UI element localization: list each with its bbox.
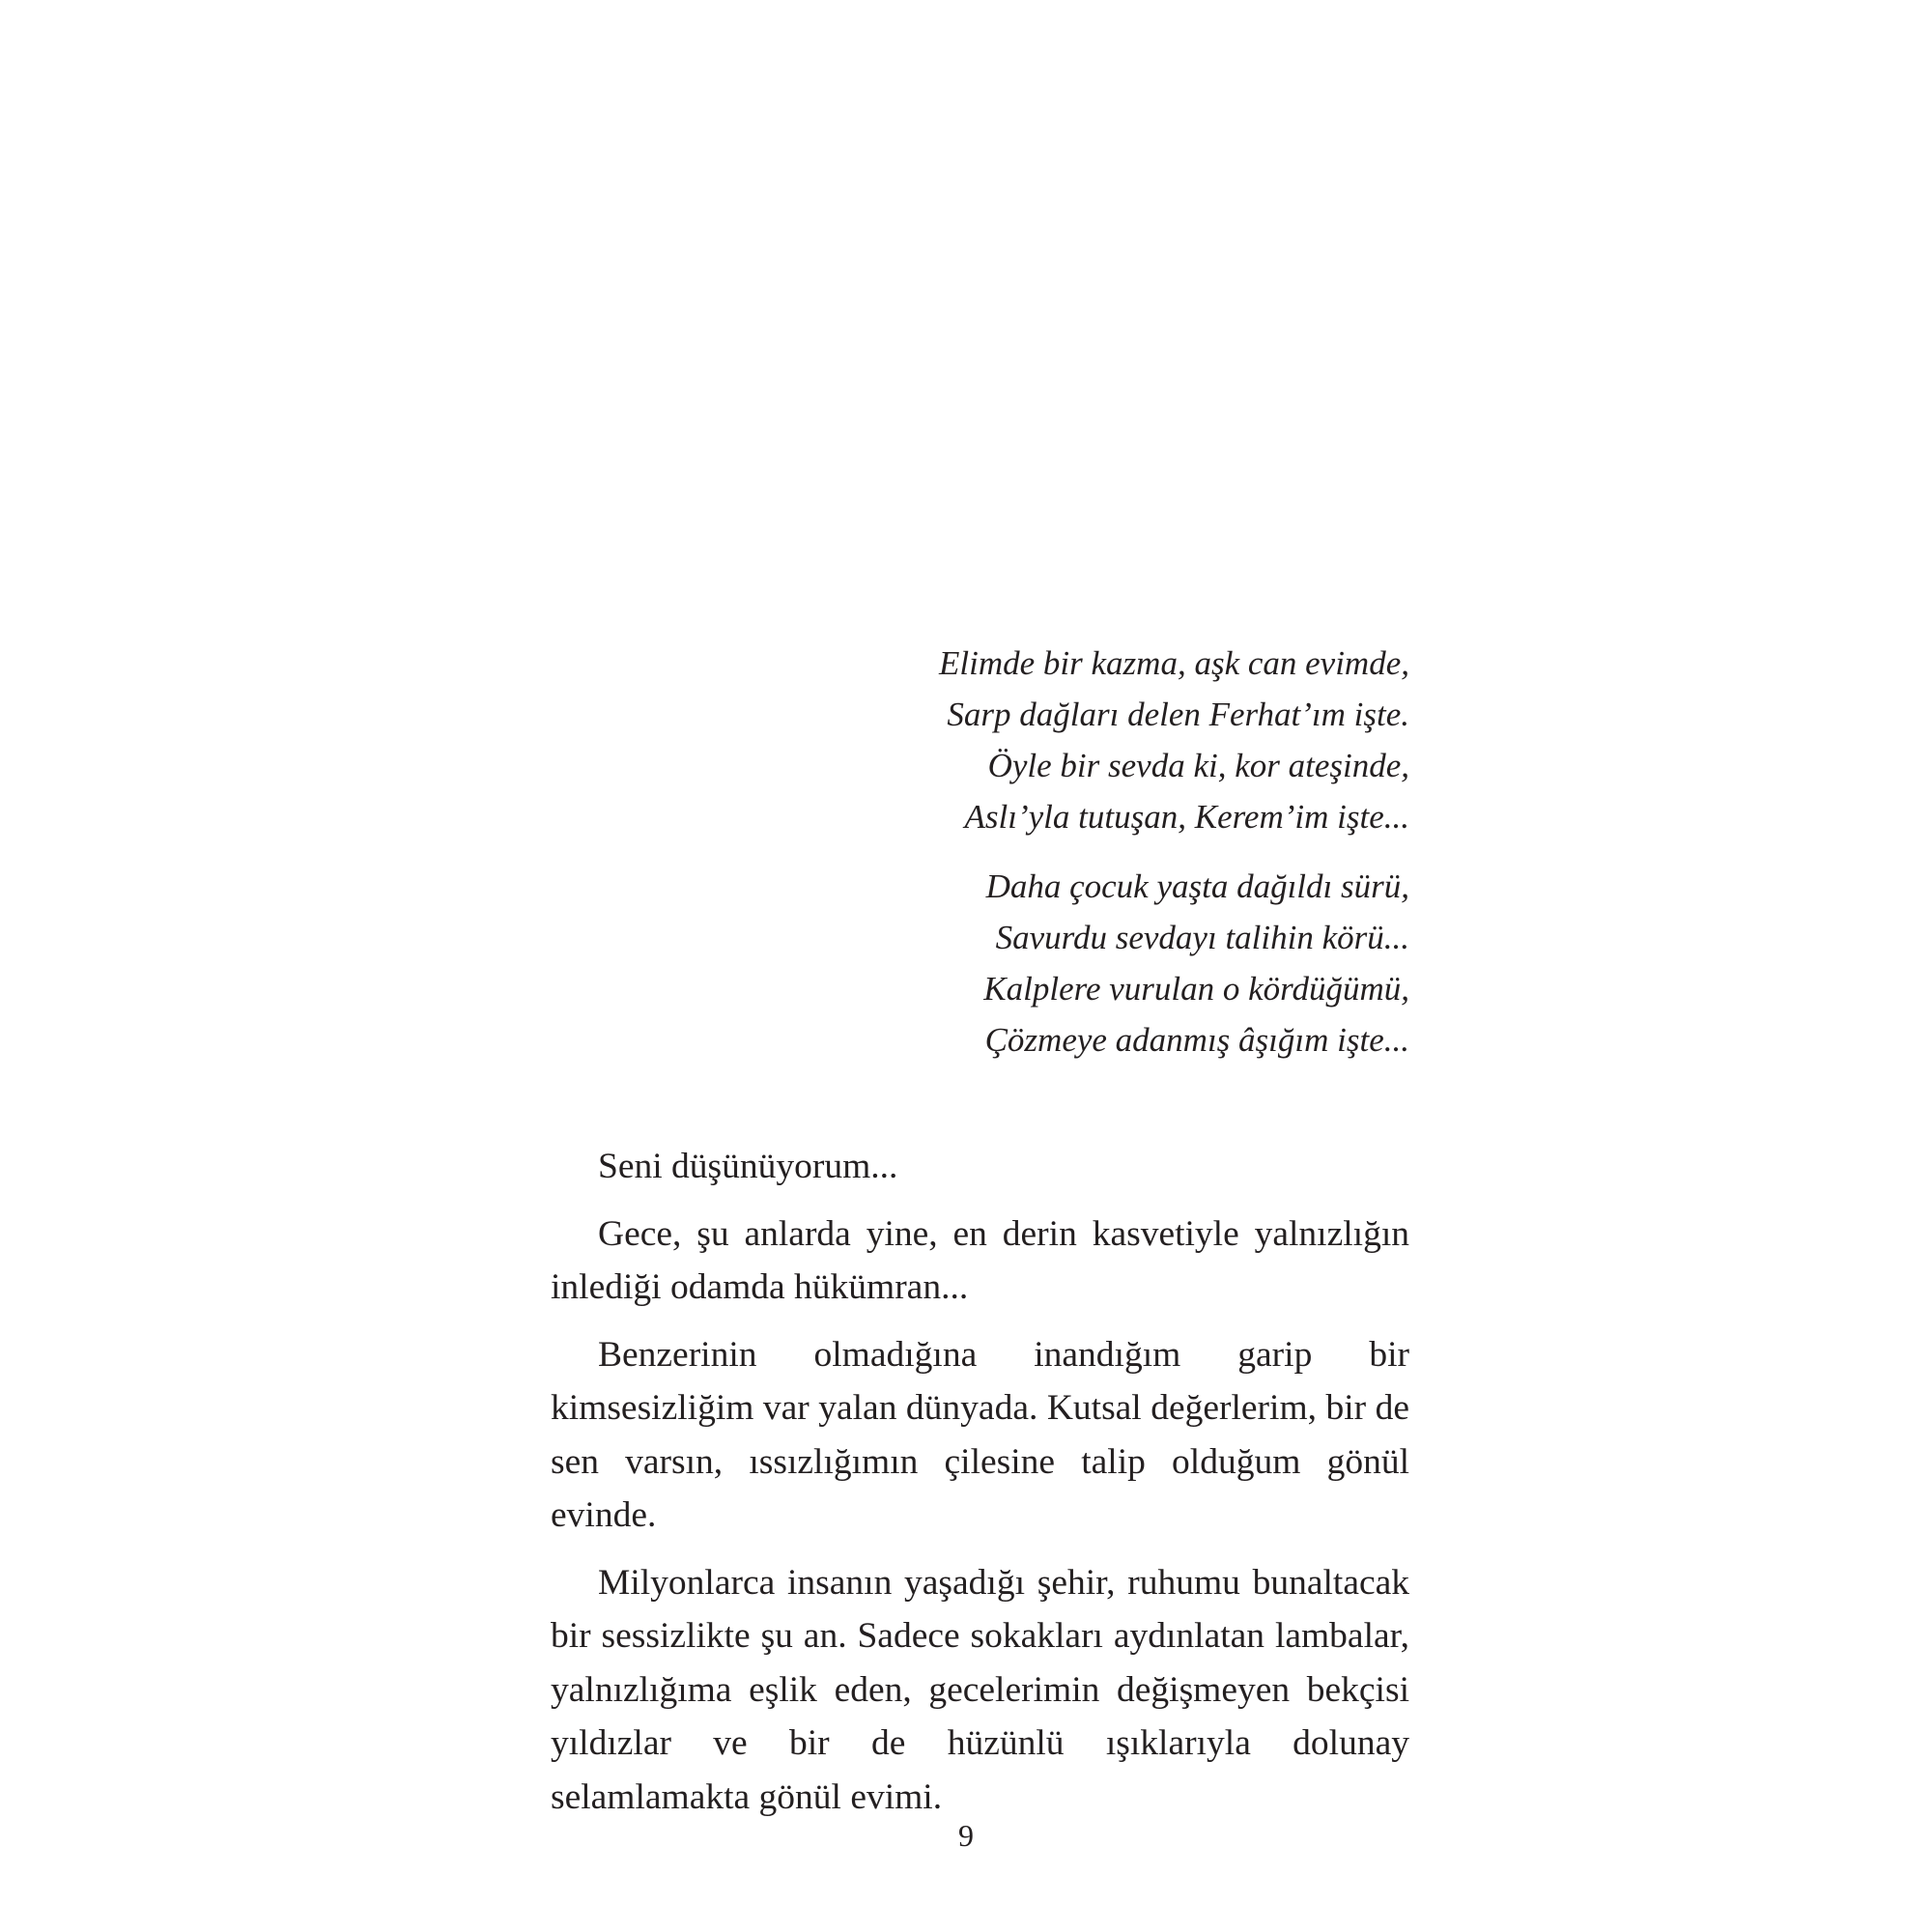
page-number: 9 [958,1818,974,1853]
poem-line: Savurdu sevdayı talihin körü... [995,919,1409,956]
poem-line: Sarp dağları delen Ferhat’ım işte. [947,696,1409,733]
poem [551,638,1409,1065]
poem-line: Aslı’yla tutuşan, Kerem’im işte... [964,798,1409,836]
paragraph: Gece, şu anlarda yine, en derin kasvetiyle yalnızlığın inlediği odamda hükümran... [551,1213,1409,1307]
prose-body [551,1140,1409,1824]
poem-line: Çözmeye adanmış âşığım işte... [984,1021,1409,1059]
poem-stanza-1 [551,638,1409,842]
poem-line: Elimde bir kazma, aşk can evimde, [939,644,1409,682]
paragraph: Seni düşünüyorum... [598,1147,898,1186]
poem-line: Kalplere vurulan o kördüğümü, [983,970,1409,1008]
poem-line: Daha çocuk yaşta dağıldı sürü, [985,867,1409,905]
poem-stanza-2 [551,861,1409,1065]
paragraph: Benzerinin olmadığına inandığım garip bir kimsesizliğim var yalan dünyada. Kutsal değerlerim, bir de sen varsın, ıssızlığımın çilesine talip olduğum gönül evinde. [551,1334,1409,1535]
poem-line: Öyle bir sevda ki, kor ateşinde, [987,747,1409,784]
paragraph: Milyonlarca insanın yaşadığı şehir, ruhumu bunaltacak bir sessizlikte şu an. Sadece sokakları aydınlatan lambalar, yalnızlığıma eşlik eden, gecelerimin değişmeyen bekçisi yıldızlar ve bir de hüzünlü ışıklarıyla dolunay selamlamakta gönül evimi. [551,1562,1409,1817]
